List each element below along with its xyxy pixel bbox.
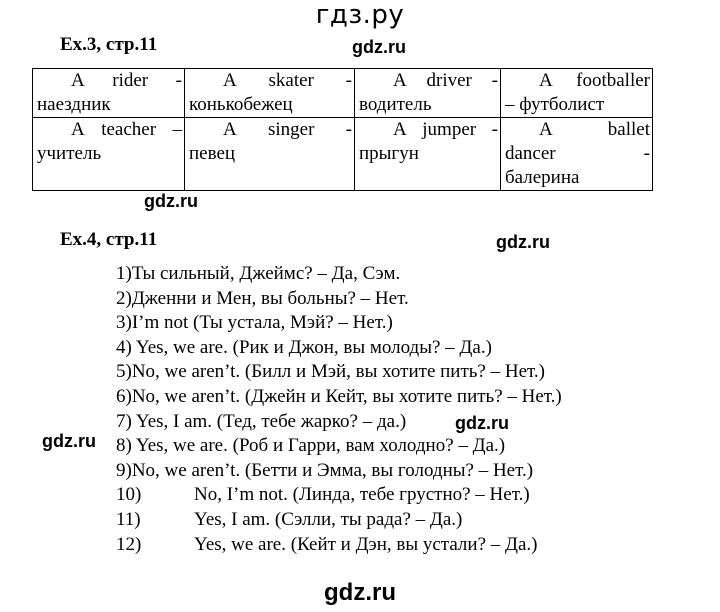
dash: - xyxy=(345,119,352,140)
item-text: No, we aren’t. (Бетти и Эмма, вы голодны? – Нет.) xyxy=(131,459,534,481)
list-item xyxy=(116,262,562,287)
table-cell xyxy=(33,69,185,118)
vocabulary-table xyxy=(32,68,653,191)
watermark: gdz.ru xyxy=(352,37,406,57)
table-row xyxy=(33,69,653,118)
list-item xyxy=(116,434,562,459)
article: A xyxy=(539,119,553,140)
item-number: 4) xyxy=(116,336,132,358)
item-text: I’m not (Ты устала, Мэй? – Нет.) xyxy=(131,312,393,334)
dash: - xyxy=(643,143,650,164)
table-cell xyxy=(501,69,653,118)
table-row xyxy=(33,118,653,191)
article: A xyxy=(71,70,85,91)
item-number: 3) xyxy=(116,312,132,334)
item-text: No, we aren’t. (Билл и Мэй, вы хотите пить? – Нет.) xyxy=(131,361,545,383)
item-text: No, I’m not. (Линда, тебе грустно? – Нет.) xyxy=(194,484,530,506)
item-number: 7) xyxy=(116,410,132,432)
item-text: Yes, I am. (Сэлли, ты рада? – Да.) xyxy=(194,508,463,530)
list-item xyxy=(116,385,562,410)
watermark: gdz.ru xyxy=(42,431,96,451)
list-item xyxy=(116,533,562,558)
item-number: 12) xyxy=(116,533,142,555)
english-word: singer xyxy=(267,119,315,140)
list-item xyxy=(116,508,562,533)
ex3-heading: Ex.3, стр.11 xyxy=(60,34,158,55)
watermark: gdz.ru xyxy=(496,232,550,252)
english-word: footballer xyxy=(576,70,650,91)
item-text: Yes, I am. (Тед, тебе жарко? – да.) xyxy=(131,410,407,432)
item-text: Ты сильный, Джеймс? – Да, Сэм. xyxy=(131,263,401,284)
english-word: ballet xyxy=(607,119,650,140)
article: A xyxy=(223,119,237,140)
item-number: 11) xyxy=(116,508,141,530)
russian-translation: конькобежец xyxy=(189,94,293,115)
list-item xyxy=(116,311,562,336)
dash: - xyxy=(491,119,498,140)
item-text: Yes, we are. (Кейт и Дэн, вы устали? – Да.) xyxy=(194,533,538,555)
table-cell xyxy=(185,118,355,191)
english-word: teacher xyxy=(101,119,157,140)
english-word: jumper xyxy=(422,119,477,140)
list-item xyxy=(116,360,562,385)
ex4-heading: Ex.4, стр.11 xyxy=(60,229,158,250)
watermark-footer: gdz.ru xyxy=(324,579,396,606)
item-number: 1) xyxy=(116,263,132,284)
article: A xyxy=(71,119,85,140)
item-text: No, we aren’t. (Джейн и Кейт, вы хотите пить? – Нет.) xyxy=(131,385,562,407)
item-number: 8) xyxy=(116,435,132,457)
english-word: driver xyxy=(426,70,472,91)
russian-translation: балерина xyxy=(505,167,580,188)
site-title: гдз.ру xyxy=(315,0,405,30)
article: A xyxy=(223,70,237,91)
article: A xyxy=(393,70,407,91)
list-item xyxy=(116,287,562,312)
item-number: 5) xyxy=(116,361,132,383)
list-item xyxy=(116,336,562,361)
english-word: skater xyxy=(268,70,314,91)
article: A xyxy=(393,119,407,140)
english-word: dancer xyxy=(505,143,556,164)
table-cell xyxy=(355,69,501,118)
list-item xyxy=(116,483,562,508)
list-item xyxy=(116,459,562,484)
english-word: rider xyxy=(112,70,149,91)
dash: - xyxy=(345,70,352,91)
russian-translation: прыгун xyxy=(359,143,419,164)
article: A xyxy=(539,70,553,91)
item-text: Дженни и Мен, вы больны? – Нет. xyxy=(131,287,409,309)
table-cell xyxy=(185,69,355,118)
dash: - xyxy=(491,70,498,91)
item-number: 10) xyxy=(116,484,142,506)
watermark: gdz.ru xyxy=(144,191,198,211)
russian-translation: наездник xyxy=(37,94,111,115)
item-number: 9) xyxy=(116,459,132,481)
item-text: Yes, we are. (Рик и Джон, вы молоды? – Да.) xyxy=(131,336,492,358)
russian-translation: водитель xyxy=(359,94,432,115)
table-cell xyxy=(501,118,653,191)
item-text: Yes, we are. (Роб и Гарри, вам холодно? – Да.) xyxy=(131,435,506,457)
table-cell xyxy=(355,118,501,191)
item-number: 2) xyxy=(116,287,132,309)
dash: – xyxy=(172,119,182,140)
answer-list xyxy=(116,262,562,557)
table-cell xyxy=(33,118,185,191)
russian-translation: певец xyxy=(189,143,236,164)
dash: - xyxy=(175,70,182,91)
russian-translation: – футболист xyxy=(505,94,605,115)
watermark: gdz.ru xyxy=(455,413,509,433)
item-number: 6) xyxy=(116,385,132,407)
russian-translation: учитель xyxy=(37,143,102,164)
